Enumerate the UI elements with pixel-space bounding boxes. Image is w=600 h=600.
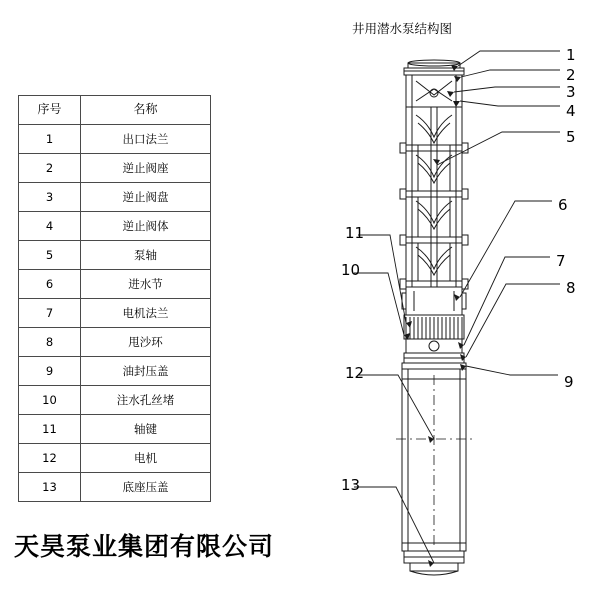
row-no: 12 <box>19 444 81 473</box>
row-no: 7 <box>19 299 81 328</box>
callout-10: 10 <box>341 261 361 279</box>
table-row <box>19 212 211 241</box>
callout-9: 9 <box>564 373 574 391</box>
row-name: 轴键 <box>81 415 211 444</box>
company-name: 天昊泵业集团有限公司 <box>14 532 275 561</box>
row-name: 进水节 <box>81 270 211 299</box>
row-name: 甩沙环 <box>81 328 211 357</box>
pump-cross-section-drawing <box>330 35 600 595</box>
row-no: 2 <box>19 154 81 183</box>
row-no: 9 <box>19 357 81 386</box>
table-row <box>19 328 211 357</box>
row-name: 电机法兰 <box>81 299 211 328</box>
motor-flange-group <box>402 339 466 369</box>
callout-1: 1 <box>566 46 576 64</box>
callout-12: 12 <box>345 364 365 382</box>
row-name: 逆止阀盘 <box>81 183 211 212</box>
table-row <box>19 473 211 502</box>
row-no: 6 <box>19 270 81 299</box>
callout-5: 5 <box>566 128 576 146</box>
row-no: 1 <box>19 125 81 154</box>
table-row <box>19 357 211 386</box>
callout-2: 2 <box>566 66 576 84</box>
row-name: 电机 <box>81 444 211 473</box>
callout-3: 3 <box>566 83 576 101</box>
table-row <box>19 241 211 270</box>
callout-13: 13 <box>341 476 361 494</box>
row-name: 底座压盖 <box>81 473 211 502</box>
table-row <box>19 125 211 154</box>
row-no: 5 <box>19 241 81 270</box>
callout-8: 8 <box>566 279 576 297</box>
column-header-name: 名称 <box>81 96 211 125</box>
row-name: 油封压盖 <box>81 357 211 386</box>
table-header-row <box>19 96 211 125</box>
row-no: 13 <box>19 473 81 502</box>
diagram-title: 井用潜水泵结构图 <box>352 21 453 36</box>
table-row <box>19 183 211 212</box>
row-name: 逆止阀座 <box>81 154 211 183</box>
row-name: 注水孔丝堵 <box>81 386 211 415</box>
row-no: 10 <box>19 386 81 415</box>
table-row <box>19 386 211 415</box>
callout-11: 11 <box>345 224 365 242</box>
column-header-no: 序号 <box>19 96 81 125</box>
row-no: 11 <box>19 415 81 444</box>
row-name: 逆止阀体 <box>81 212 211 241</box>
row-no: 4 <box>19 212 81 241</box>
legend-table <box>18 95 211 502</box>
row-no: 8 <box>19 328 81 357</box>
table-row <box>19 270 211 299</box>
table-row <box>19 154 211 183</box>
table-row <box>19 444 211 473</box>
callout-7: 7 <box>556 252 566 270</box>
motor-body-group <box>396 369 472 551</box>
table-row <box>19 415 211 444</box>
callout-4: 4 <box>566 102 576 120</box>
callout-6: 6 <box>558 196 568 214</box>
table-row <box>19 299 211 328</box>
row-name: 泵轴 <box>81 241 211 270</box>
suction-inlet-group <box>402 287 466 315</box>
strainer-group <box>404 315 464 339</box>
row-no: 3 <box>19 183 81 212</box>
row-name: 出口法兰 <box>81 125 211 154</box>
